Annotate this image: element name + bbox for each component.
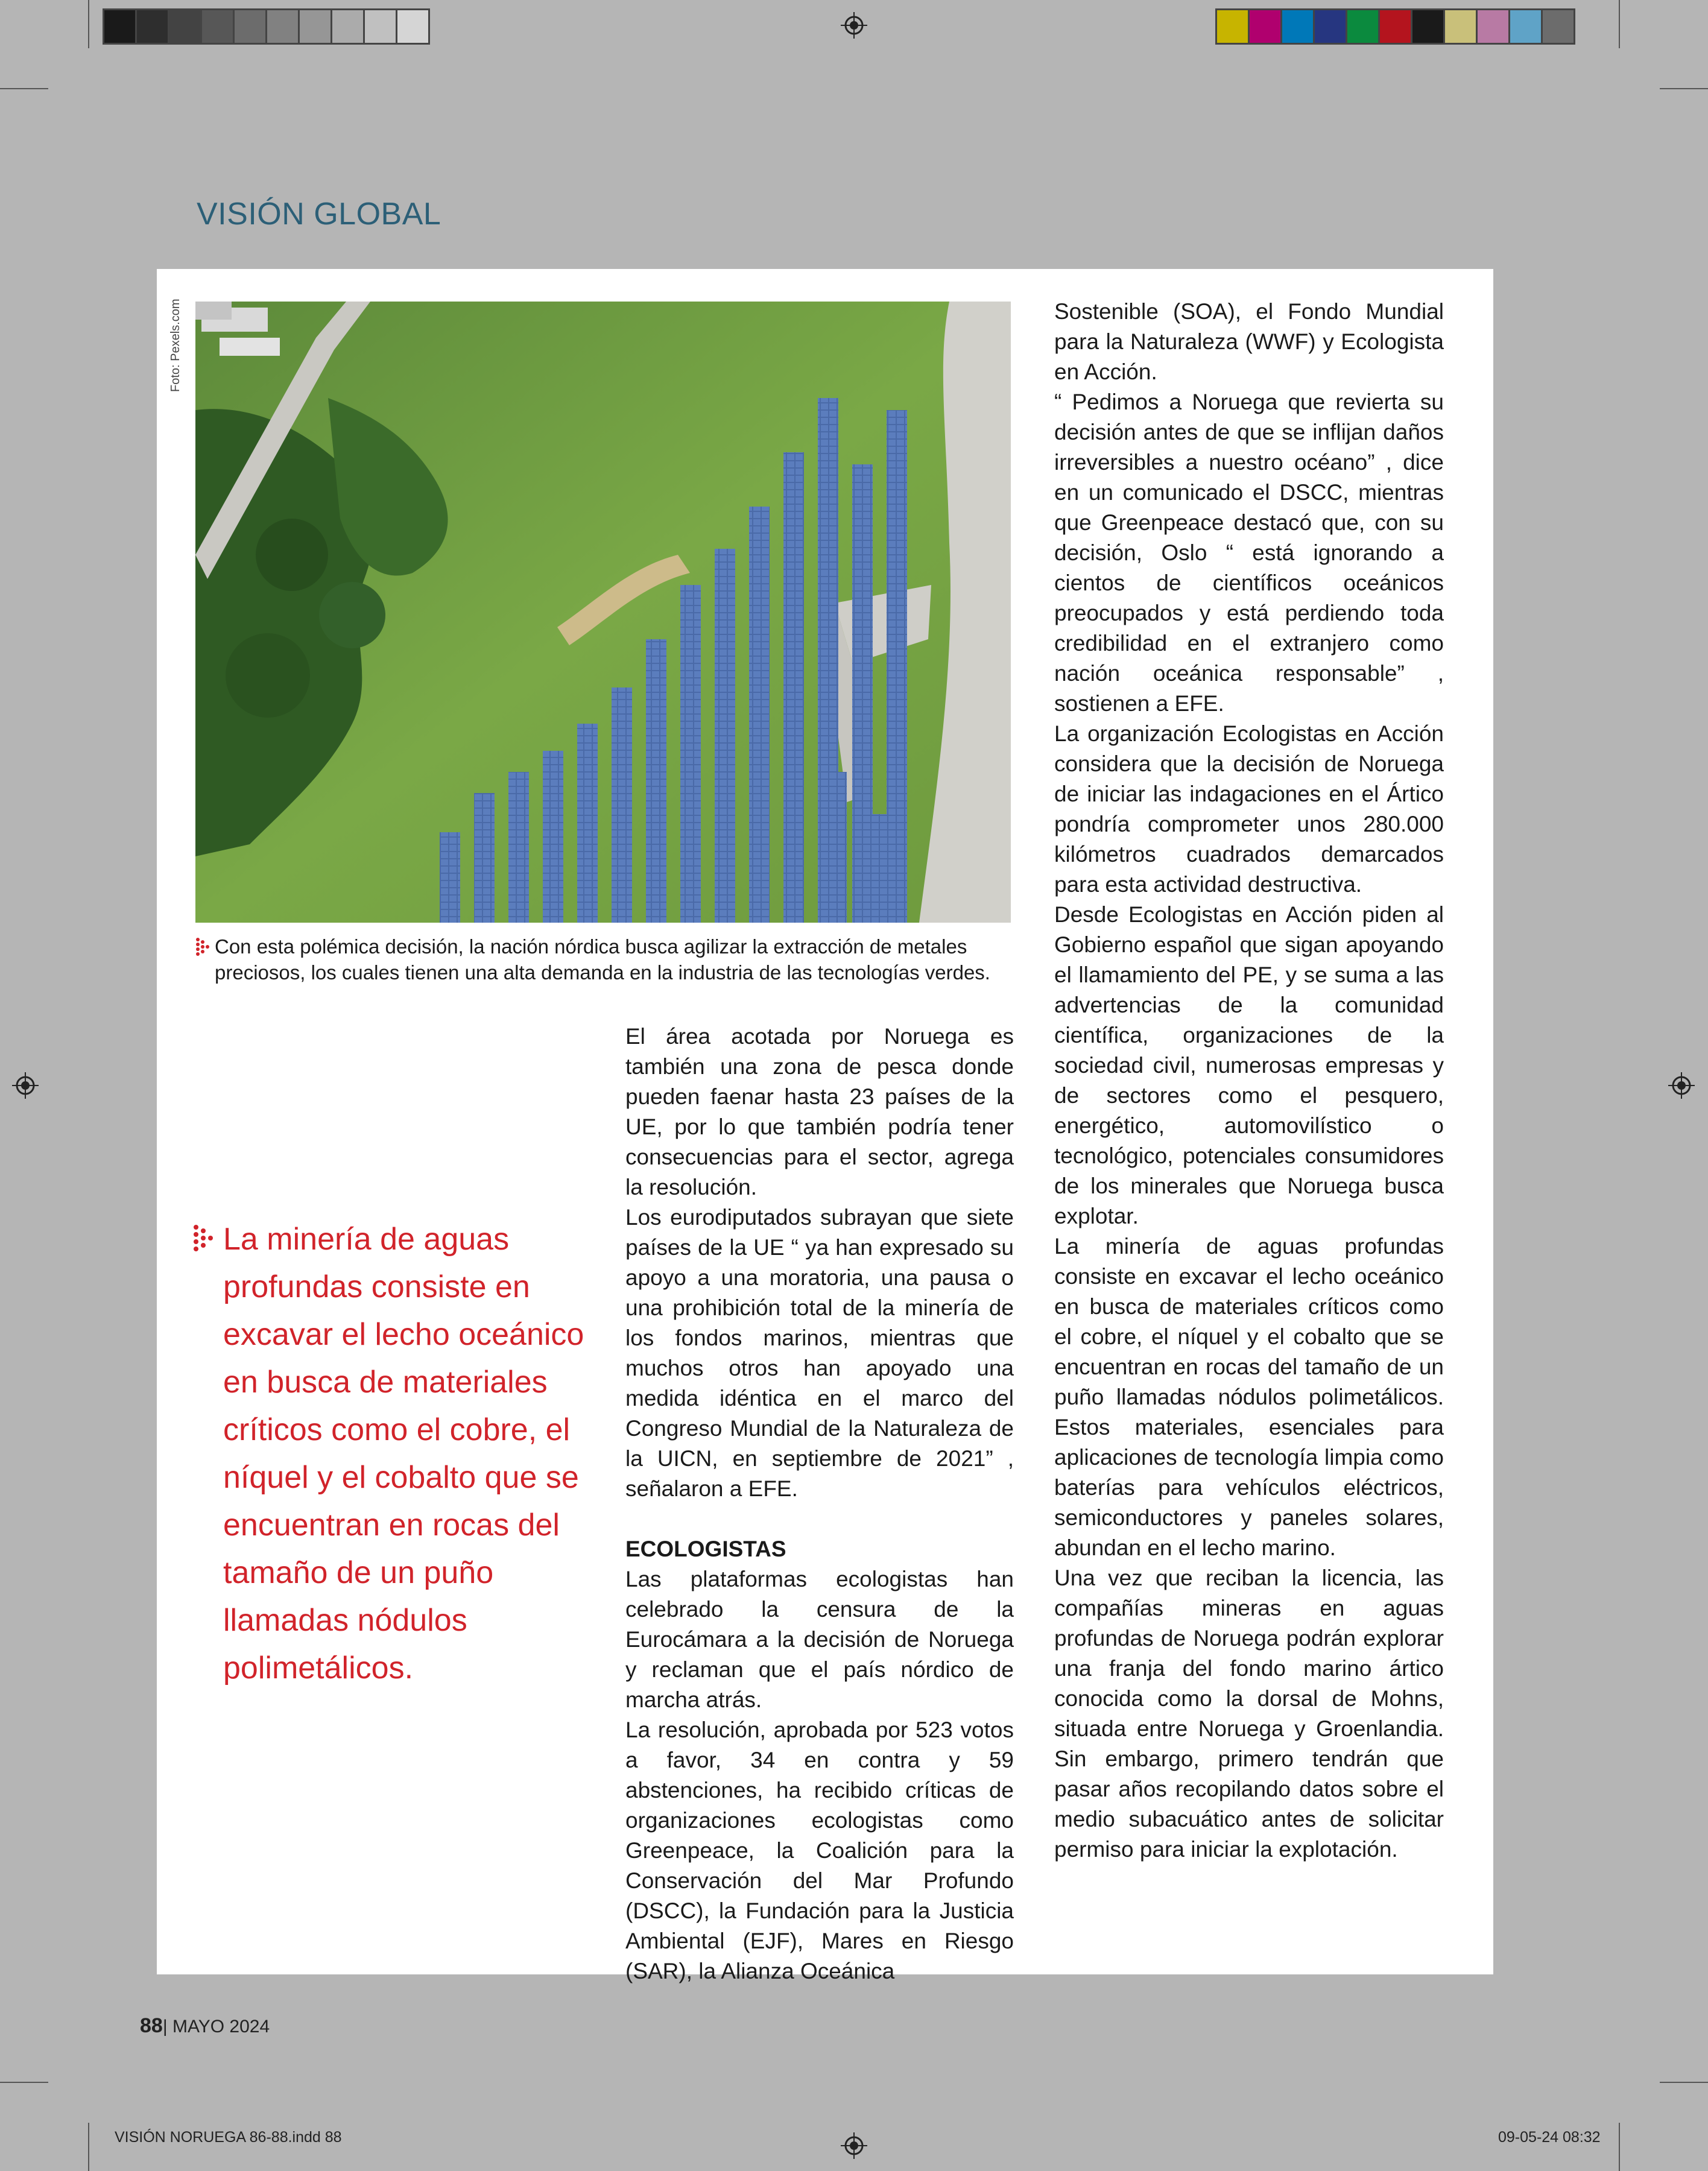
registration-mark-icon [841,12,867,39]
paragraph: La resolución, aprobada por 523 votos a favor, 34 en contra y 59 abstenciones, ha recibido críticas de organizaciones ecologistas como Greenpeace, la Coalición para la Conservación del Mar Profundo (DSCC), la Fundación para la Justicia Ambiental (EJF), Mares en Riesgo (SAR), la Alianza Oceánica [625,1718,1014,1983]
paragraph: Desde Ecologistas en Acción piden al Gobierno español que sigan apoyando el llamamiento del PE, y se suma a las advertencias de la comunidad científica, organizaciones de la sociedad civil, numerosas empresas y de sectores como el pesquero, energético, automovilístico o tecnológico, potenciales consumidores de los minerales que Noruega busca explotar. [1054,902,1444,1228]
issue-date: | MAYO 2024 [162,2017,270,2037]
registration-mark-icon [12,1072,39,1099]
crop-mark [1619,0,1620,48]
caption-text: Con esta polémica decisión, la nación nórdica busca agilizar la extracción de metales preciosos, los cuales tienen una alta demanda en la industria de las tecnologías verdes. [215,935,990,984]
paragraph: La organización Ecologistas en Acción considera que la decisión de Noruega de iniciar las indagaciones en el Ártico pondría comprometer unos 280.000 kilómetros cuadrados demarcados para esta actividad destructiva. [1054,721,1444,897]
paragraph: Los eurodiputados subrayan que siete países de la UE “ ya han expresado su apoyo a una moratoria, una pausa o una prohibición total de la minería de los fondos marinos, mientras que muchos otros han apoyado una medida idéntica en el marco del Congreso Mundial de la Naturaleza de la UICN, en septiembre de 2021” , señalaron a EFE. [625,1205,1014,1501]
crop-mark [0,2082,48,2083]
grayscale-color-bar [103,8,428,45]
page-folio [140,2014,270,2038]
solar-farm-photo [195,302,1011,923]
article-column-2 [1054,297,1444,1865]
photo-credit: Foto: Pexels.com [169,299,182,392]
article-column-1 [625,1022,1014,1986]
caption-bullet-icon [195,937,210,956]
paragraph: Las plataformas ecologistas han celebrado la censura de la Eurocámara a la decisión de Noruega y reclaman que el país nórdico de marcha atrás. [625,1567,1014,1712]
paragraph: La minería de aguas profundas consiste en excavar el lecho oceánico en busca de materiales críticos como el cobre, el níquel y el cobalto que se encuentran en rocas del tamaño de un puño llamadas nódulos polimetálicos. Estos materiales, esenciales para aplicaciones de tecnología limpia como baterías para vehículos eléctricos, semiconductores y paneles solares, abundan en el lecho marino. [1054,1234,1444,1560]
pull-quote-text: La minería de aguas profundas consiste en excavar el lecho oceánico en busca de materiales críticos como el cobre, el níquel y el cobalto que se encuentran en rocas del tamaño de un puño llamadas nódulos polimetálicos. [223,1222,584,1686]
process-color-bar [1215,8,1574,45]
page-number: 88 [140,2014,163,2037]
registration-mark-icon [1668,1072,1695,1099]
crop-mark [1619,2123,1620,2171]
slug-timestamp: 09-05-24 08:32 [1498,2129,1601,2146]
subheading: ECOLOGISTAS [625,1537,786,1561]
pull-quote-bullet-icon [193,1224,215,1252]
paragraph: Una vez que reciban la licencia, las compañías mineras en aguas profundas de Noruega podrán explorar una franja del fondo marino ártico conocida como la dorsal de Mohns, situada entre Noruega y Groenlandia. Sin embargo, primero tendrán que pasar años recopilando datos sobre el medio subacuático antes de solicitar permiso para iniciar la explotación. [1054,1566,1444,1862]
paragraph: Sostenible (SOA), el Fondo Mundial para la Naturaleza (WWF) y Ecologista en Acción. [1054,299,1444,384]
crop-mark [1660,2082,1708,2083]
paragraph: El área acotada por Noruega es también una zona de pesca donde pueden faenar hasta 23 países de la UE, por lo que también podría tener consecuencias para el sector, agrega la resolución. [625,1024,1014,1199]
crop-mark [0,88,48,89]
paragraph: “ Pedimos a Noruega que revierta su decisión antes de que se inflijan daños irreversibles a nuestro océano” , dice en un comunicado el DSCC, mientras que Greenpeace destacó que, con su decisión, Oslo “ está ignorando a cientos de científicos oceánicos preocupados y está perdiendo toda credibilidad en el extranjero como nación oceánica responsable” , sostienen a EFE. [1054,390,1444,716]
crop-mark [1660,88,1708,89]
crop-mark [88,0,89,48]
photo-caption [195,934,1016,985]
pull-quote [193,1216,591,1692]
crop-mark [88,2123,89,2171]
registration-mark-icon [841,2132,867,2159]
section-title: VISIÓN GLOBAL [197,197,441,232]
slug-filename: VISIÓN NORUEGA 86-88.indd 88 [115,2129,342,2146]
